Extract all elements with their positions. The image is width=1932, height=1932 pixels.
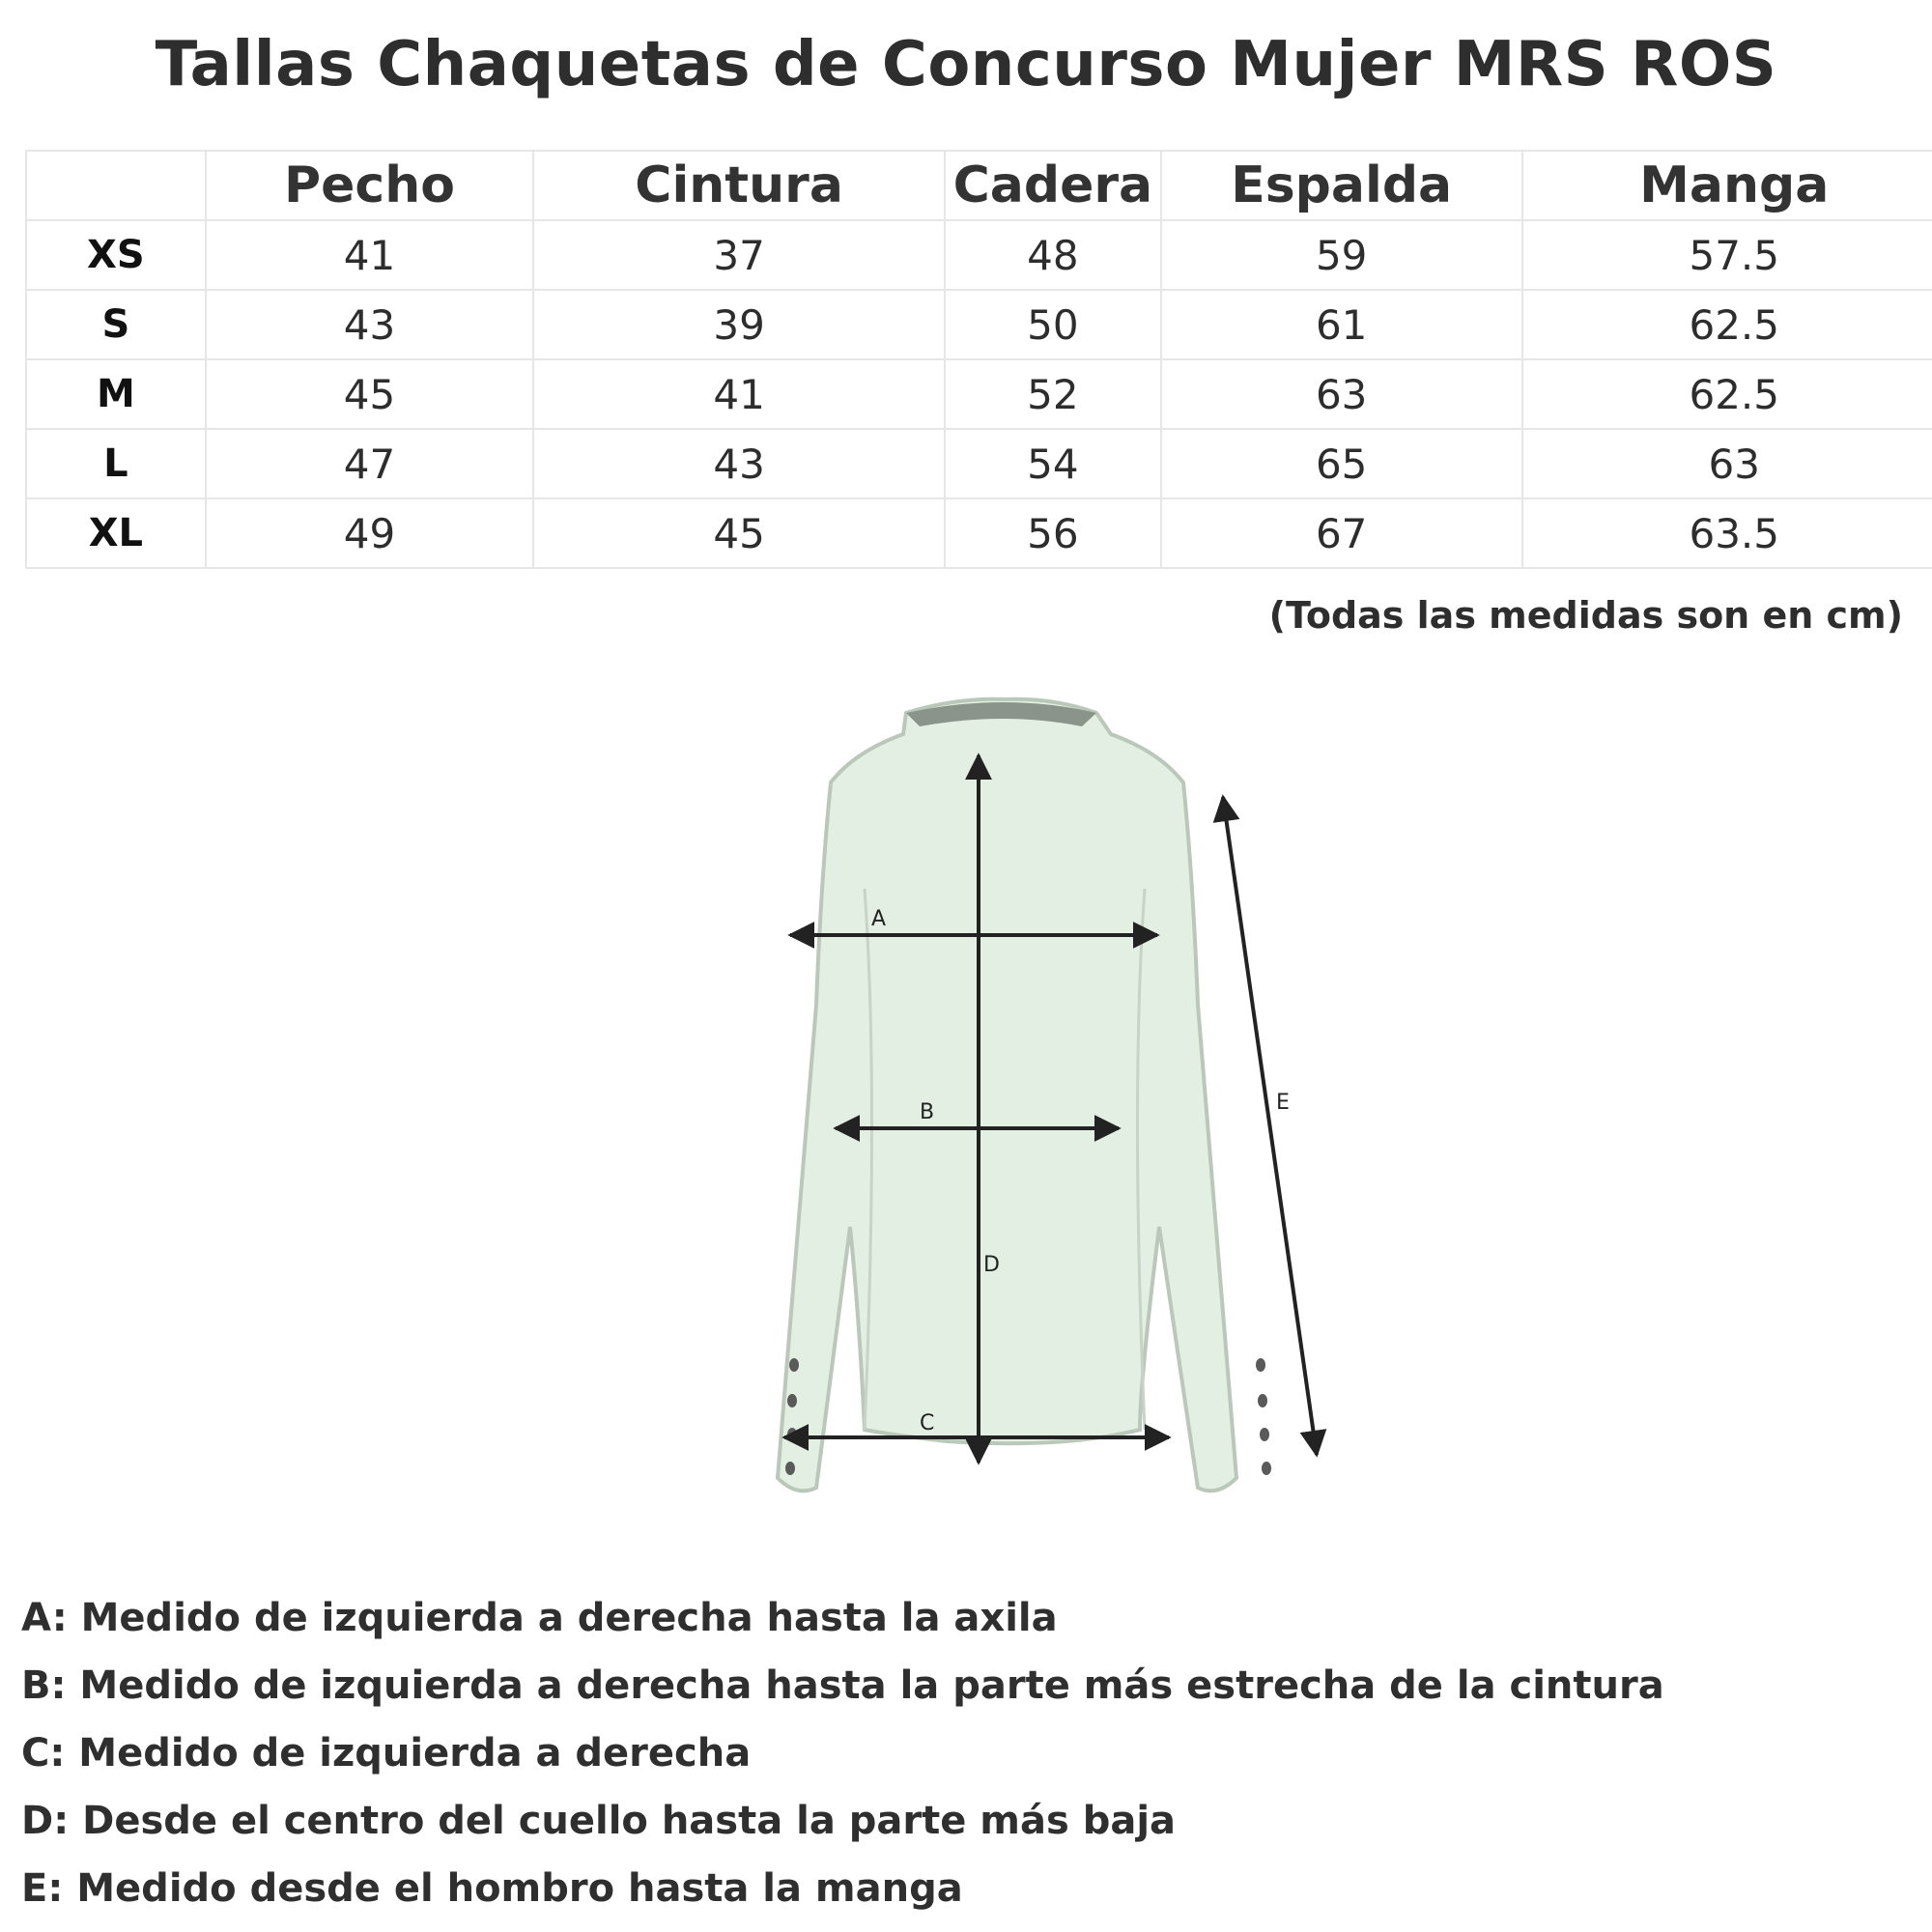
table-row xyxy=(26,290,1932,359)
header-cadera: Cadera xyxy=(945,151,1161,220)
table-cell: 63 xyxy=(1522,429,1932,498)
legend-item-b: B: Medido de izquierda a derecha hasta la parte más estrecha de la cintura xyxy=(21,1663,1664,1708)
table-cell: 61 xyxy=(1161,290,1522,359)
legend-item-c: C: Medido de izquierda a derecha xyxy=(21,1731,752,1776)
jacket-body xyxy=(778,699,1236,1492)
table-row xyxy=(26,429,1932,498)
table-cell: 56 xyxy=(945,498,1161,568)
table-cell: 57.5 xyxy=(1522,220,1932,290)
size-label: XS xyxy=(26,220,206,290)
legend-item-e: E: Medido desde el hombro hasta la manga xyxy=(21,1866,963,1911)
table-cell: 54 xyxy=(945,429,1161,498)
table-header-row xyxy=(26,151,1932,220)
size-label: L xyxy=(26,429,206,498)
table-cell: 39 xyxy=(533,290,945,359)
table-cell: 62.5 xyxy=(1522,359,1932,429)
table-cell: 43 xyxy=(533,429,945,498)
table-cell: 65 xyxy=(1161,429,1522,498)
table-cell: 49 xyxy=(206,498,534,568)
table-cell: 41 xyxy=(206,220,534,290)
header-cintura: Cintura xyxy=(533,151,945,220)
size-label: M xyxy=(26,359,206,429)
table-row xyxy=(26,220,1932,290)
label-c: C xyxy=(920,1411,935,1435)
label-e: E xyxy=(1276,1091,1290,1115)
units-note: (Todas las medidas son en cm) xyxy=(1268,594,1903,637)
header-espalda: Espalda xyxy=(1161,151,1522,220)
legend-item-d: D: Desde el centro del cuello hasta la parte más baja xyxy=(21,1799,1177,1843)
table-cell: 63 xyxy=(1161,359,1522,429)
measurement-legend xyxy=(21,1584,1664,1922)
table-cell: 50 xyxy=(945,290,1161,359)
table-row xyxy=(26,498,1932,568)
table-cell: 37 xyxy=(533,220,945,290)
table-cell: 52 xyxy=(945,359,1161,429)
table-cell: 63.5 xyxy=(1522,498,1932,568)
header-empty xyxy=(26,151,206,220)
header-pecho: Pecho xyxy=(206,151,534,220)
label-a: A xyxy=(871,907,887,931)
label-d: D xyxy=(983,1253,1000,1277)
page-title: Tallas Chaquetas de Concurso Mujer MRS ROS xyxy=(155,29,1777,100)
table-cell: 43 xyxy=(206,290,534,359)
table-cell: 48 xyxy=(945,220,1161,290)
header-manga: Manga xyxy=(1522,151,1932,220)
jacket-illustration xyxy=(778,699,1271,1492)
table-cell: 45 xyxy=(533,498,945,568)
table-cell: 62.5 xyxy=(1522,290,1932,359)
table-cell: 59 xyxy=(1161,220,1522,290)
table-row xyxy=(26,359,1932,429)
table-cell: 45 xyxy=(206,359,534,429)
size-label: XL xyxy=(26,498,206,568)
arrow-e xyxy=(1223,797,1317,1455)
legend-item-a: A: Medido de izquierda a derecha hasta la axila xyxy=(21,1596,1058,1640)
table-cell: 67 xyxy=(1161,498,1522,568)
label-b: B xyxy=(920,1100,935,1124)
jacket-measurement-diagram xyxy=(657,686,1352,1517)
table-cell: 47 xyxy=(206,429,534,498)
size-label: S xyxy=(26,290,206,359)
size-table xyxy=(25,150,1932,569)
table-cell: 41 xyxy=(533,359,945,429)
